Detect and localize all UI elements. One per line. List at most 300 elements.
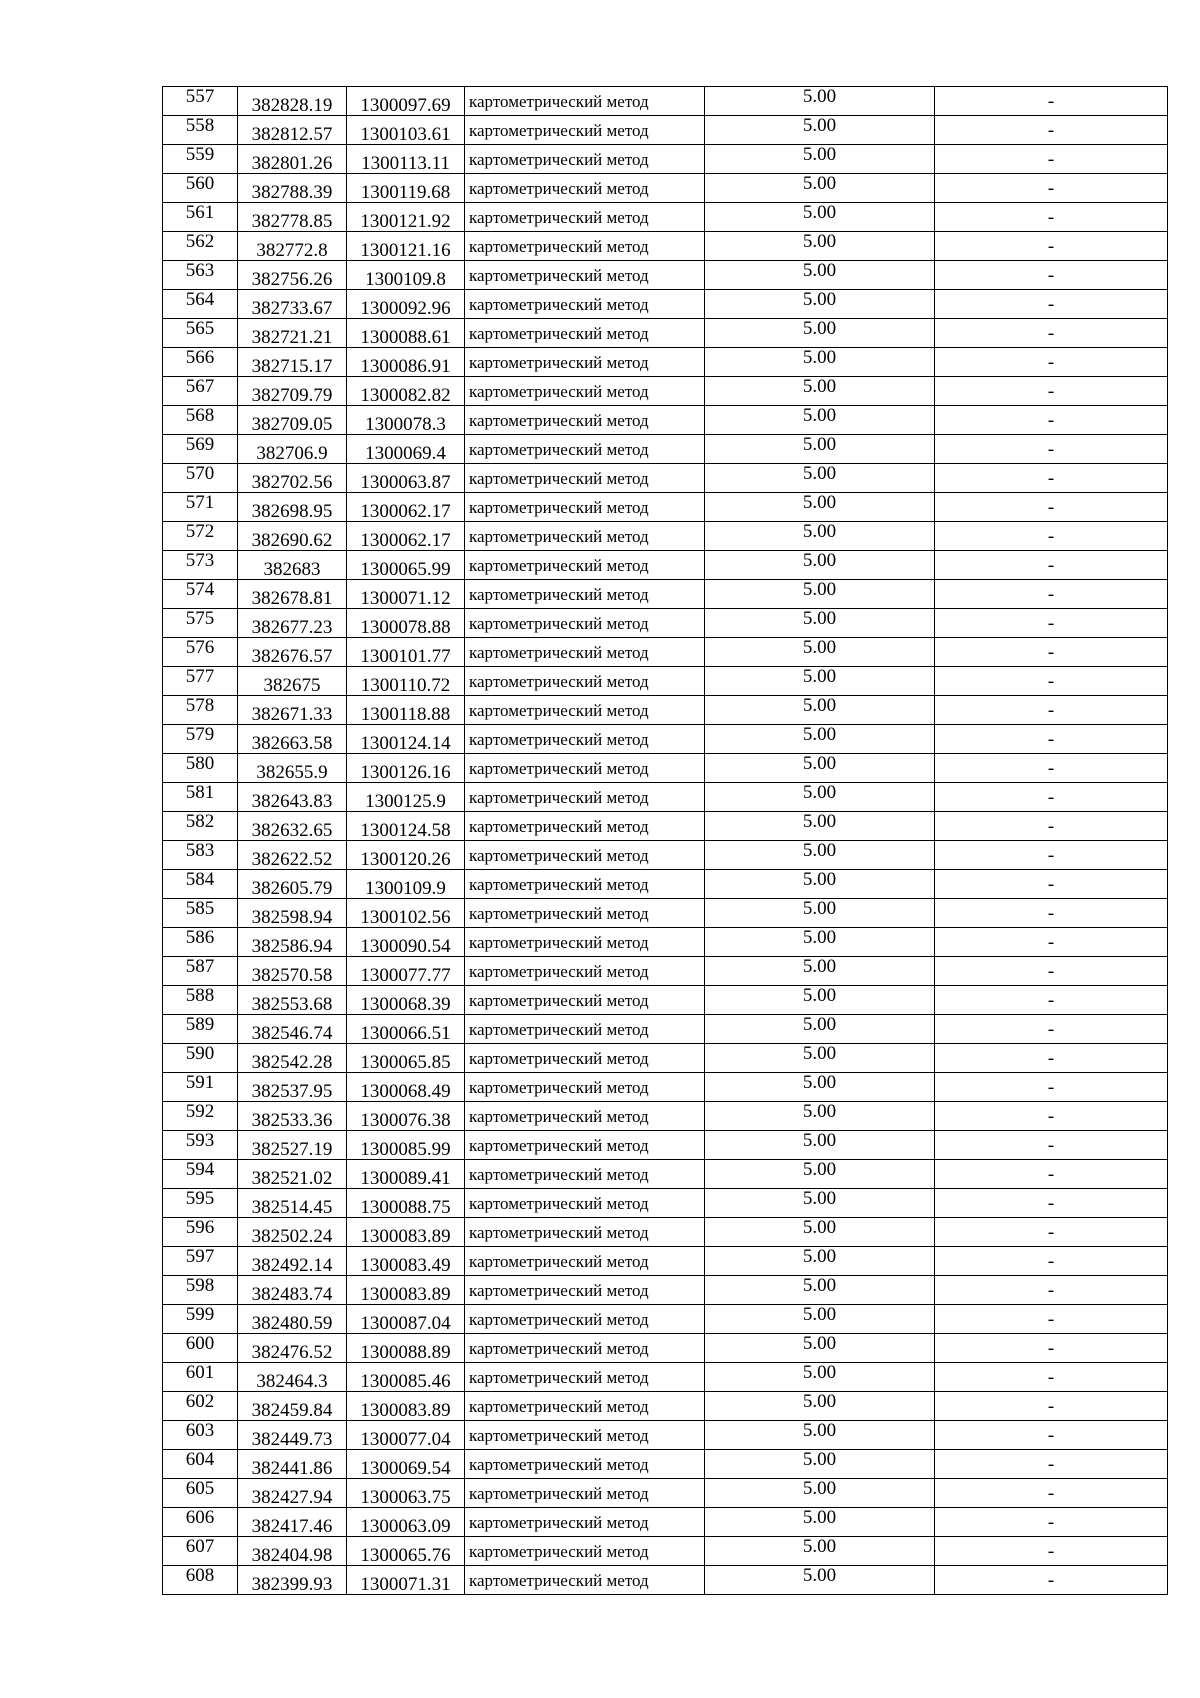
accuracy-cell: 5.00: [705, 493, 935, 522]
x-coordinate-cell: 382546.74: [238, 1015, 347, 1044]
accuracy-cell: 5.00: [705, 1131, 935, 1160]
method-cell: картометрический метод: [465, 1421, 705, 1450]
y-coordinate-cell: 1300082.82: [347, 377, 465, 406]
accuracy-cell: 5.00: [705, 522, 935, 551]
point-number-cell: 599: [163, 1305, 238, 1334]
table-row: [163, 667, 1168, 696]
description-cell: -: [935, 551, 1168, 580]
description-cell: -: [935, 1160, 1168, 1189]
point-number-cell: 575: [163, 609, 238, 638]
description-cell: -: [935, 783, 1168, 812]
description-cell: -: [935, 986, 1168, 1015]
accuracy-cell: 5.00: [705, 667, 935, 696]
table-row: [163, 870, 1168, 899]
accuracy-cell: 5.00: [705, 116, 935, 145]
y-coordinate-cell: 1300101.77: [347, 638, 465, 667]
point-number-cell: 608: [163, 1566, 238, 1595]
point-number-cell: 605: [163, 1479, 238, 1508]
x-coordinate-cell: 382598.94: [238, 899, 347, 928]
method-cell: картометрический метод: [465, 551, 705, 580]
method-cell: картометрический метод: [465, 522, 705, 551]
accuracy-cell: 5.00: [705, 348, 935, 377]
description-cell: -: [935, 261, 1168, 290]
method-cell: картометрический метод: [465, 1363, 705, 1392]
y-coordinate-cell: 1300071.31: [347, 1566, 465, 1595]
table-row: [163, 754, 1168, 783]
accuracy-cell: 5.00: [705, 1073, 935, 1102]
method-cell: картометрический метод: [465, 87, 705, 116]
x-coordinate-cell: 382677.23: [238, 609, 347, 638]
point-number-cell: 562: [163, 232, 238, 261]
table-row: [163, 1131, 1168, 1160]
x-coordinate-cell: 382492.14: [238, 1247, 347, 1276]
y-coordinate-cell: 1300065.99: [347, 551, 465, 580]
y-coordinate-cell: 1300103.61: [347, 116, 465, 145]
table-row: [163, 377, 1168, 406]
x-coordinate-cell: 382417.46: [238, 1508, 347, 1537]
point-number-cell: 585: [163, 899, 238, 928]
y-coordinate-cell: 1300089.41: [347, 1160, 465, 1189]
point-number-cell: 579: [163, 725, 238, 754]
x-coordinate-cell: 382441.86: [238, 1450, 347, 1479]
y-coordinate-cell: 1300109.9: [347, 870, 465, 899]
x-coordinate-cell: 382709.05: [238, 406, 347, 435]
description-cell: -: [935, 1044, 1168, 1073]
point-number-cell: 558: [163, 116, 238, 145]
accuracy-cell: 5.00: [705, 1218, 935, 1247]
accuracy-cell: 5.00: [705, 551, 935, 580]
accuracy-cell: 5.00: [705, 174, 935, 203]
x-coordinate-cell: 382690.62: [238, 522, 347, 551]
table-row: [163, 1189, 1168, 1218]
y-coordinate-cell: 1300126.16: [347, 754, 465, 783]
accuracy-cell: 5.00: [705, 725, 935, 754]
table-row: [163, 1363, 1168, 1392]
point-number-cell: 560: [163, 174, 238, 203]
y-coordinate-cell: 1300124.14: [347, 725, 465, 754]
method-cell: картометрический метод: [465, 406, 705, 435]
description-cell: -: [935, 1363, 1168, 1392]
point-number-cell: 565: [163, 319, 238, 348]
y-coordinate-cell: 1300088.75: [347, 1189, 465, 1218]
point-number-cell: 581: [163, 783, 238, 812]
x-coordinate-cell: 382812.57: [238, 116, 347, 145]
y-coordinate-cell: 1300092.96: [347, 290, 465, 319]
y-coordinate-cell: 1300066.51: [347, 1015, 465, 1044]
point-number-cell: 600: [163, 1334, 238, 1363]
description-cell: -: [935, 1102, 1168, 1131]
y-coordinate-cell: 1300090.54: [347, 928, 465, 957]
point-number-cell: 563: [163, 261, 238, 290]
method-cell: картометрический метод: [465, 1479, 705, 1508]
accuracy-cell: 5.00: [705, 87, 935, 116]
y-coordinate-cell: 1300083.89: [347, 1392, 465, 1421]
table-row: [163, 522, 1168, 551]
point-number-cell: 557: [163, 87, 238, 116]
description-cell: -: [935, 957, 1168, 986]
point-number-cell: 604: [163, 1450, 238, 1479]
description-cell: -: [935, 1392, 1168, 1421]
accuracy-cell: 5.00: [705, 1479, 935, 1508]
x-coordinate-cell: 382715.17: [238, 348, 347, 377]
table-row: [163, 1160, 1168, 1189]
description-cell: -: [935, 1450, 1168, 1479]
method-cell: картометрический метод: [465, 348, 705, 377]
method-cell: картометрический метод: [465, 754, 705, 783]
table-row: [163, 1015, 1168, 1044]
table-row: [163, 1305, 1168, 1334]
method-cell: картометрический метод: [465, 1305, 705, 1334]
table-row: [163, 406, 1168, 435]
description-cell: -: [935, 174, 1168, 203]
x-coordinate-cell: 382404.98: [238, 1537, 347, 1566]
description-cell: -: [935, 87, 1168, 116]
table-row: [163, 319, 1168, 348]
method-cell: картометрический метод: [465, 232, 705, 261]
accuracy-cell: 5.00: [705, 1160, 935, 1189]
y-coordinate-cell: 1300109.8: [347, 261, 465, 290]
table-row: [163, 696, 1168, 725]
y-coordinate-cell: 1300069.4: [347, 435, 465, 464]
x-coordinate-cell: 382502.24: [238, 1218, 347, 1247]
x-coordinate-cell: 382698.95: [238, 493, 347, 522]
method-cell: картометрический метод: [465, 1160, 705, 1189]
table-row: [163, 1508, 1168, 1537]
accuracy-cell: 5.00: [705, 319, 935, 348]
accuracy-cell: 5.00: [705, 812, 935, 841]
description-cell: -: [935, 899, 1168, 928]
table-row: [163, 1537, 1168, 1566]
x-coordinate-cell: 382480.59: [238, 1305, 347, 1334]
description-cell: -: [935, 464, 1168, 493]
table-row: [163, 1102, 1168, 1131]
method-cell: картометрический метод: [465, 725, 705, 754]
y-coordinate-cell: 1300121.16: [347, 232, 465, 261]
point-number-cell: 594: [163, 1160, 238, 1189]
description-cell: -: [935, 493, 1168, 522]
x-coordinate-cell: 382702.56: [238, 464, 347, 493]
method-cell: картометрический метод: [465, 319, 705, 348]
x-coordinate-cell: 382671.33: [238, 696, 347, 725]
x-coordinate-cell: 382586.94: [238, 928, 347, 957]
point-number-cell: 573: [163, 551, 238, 580]
x-coordinate-cell: 382706.9: [238, 435, 347, 464]
point-number-cell: 607: [163, 1537, 238, 1566]
point-number-cell: 593: [163, 1131, 238, 1160]
accuracy-cell: 5.00: [705, 1305, 935, 1334]
description-cell: -: [935, 696, 1168, 725]
description-cell: -: [935, 870, 1168, 899]
x-coordinate-cell: 382533.36: [238, 1102, 347, 1131]
method-cell: картометрический метод: [465, 957, 705, 986]
accuracy-cell: 5.00: [705, 783, 935, 812]
method-cell: картометрический метод: [465, 841, 705, 870]
method-cell: картометрический метод: [465, 986, 705, 1015]
x-coordinate-cell: 382527.19: [238, 1131, 347, 1160]
accuracy-cell: 5.00: [705, 1508, 935, 1537]
method-cell: картометрический метод: [465, 1566, 705, 1595]
description-cell: -: [935, 319, 1168, 348]
point-number-cell: 578: [163, 696, 238, 725]
method-cell: картометрический метод: [465, 261, 705, 290]
x-coordinate-cell: 382622.52: [238, 841, 347, 870]
method-cell: картометрический метод: [465, 1131, 705, 1160]
method-cell: картометрический метод: [465, 928, 705, 957]
table-row: [163, 783, 1168, 812]
description-cell: -: [935, 145, 1168, 174]
description-cell: -: [935, 1247, 1168, 1276]
y-coordinate-cell: 1300078.3: [347, 406, 465, 435]
table-row: [163, 290, 1168, 319]
method-cell: картометрический метод: [465, 464, 705, 493]
point-number-cell: 568: [163, 406, 238, 435]
method-cell: картометрический метод: [465, 1073, 705, 1102]
table-row: [163, 609, 1168, 638]
table-row: [163, 1218, 1168, 1247]
y-coordinate-cell: 1300083.49: [347, 1247, 465, 1276]
y-coordinate-cell: 1300083.89: [347, 1218, 465, 1247]
description-cell: -: [935, 348, 1168, 377]
point-number-cell: 601: [163, 1363, 238, 1392]
table-row: [163, 1450, 1168, 1479]
accuracy-cell: 5.00: [705, 1450, 935, 1479]
y-coordinate-cell: 1300068.49: [347, 1073, 465, 1102]
y-coordinate-cell: 1300076.38: [347, 1102, 465, 1131]
table-row: [163, 725, 1168, 754]
accuracy-cell: 5.00: [705, 1363, 935, 1392]
table-row: [163, 580, 1168, 609]
accuracy-cell: 5.00: [705, 986, 935, 1015]
x-coordinate-cell: 382476.52: [238, 1334, 347, 1363]
point-number-cell: 597: [163, 1247, 238, 1276]
y-coordinate-cell: 1300121.92: [347, 203, 465, 232]
method-cell: картометрический метод: [465, 377, 705, 406]
point-number-cell: 574: [163, 580, 238, 609]
y-coordinate-cell: 1300077.77: [347, 957, 465, 986]
method-cell: картометрический метод: [465, 638, 705, 667]
description-cell: -: [935, 377, 1168, 406]
method-cell: картометрический метод: [465, 812, 705, 841]
method-cell: картометрический метод: [465, 290, 705, 319]
method-cell: картометрический метод: [465, 203, 705, 232]
description-cell: -: [935, 1189, 1168, 1218]
accuracy-cell: 5.00: [705, 1189, 935, 1218]
y-coordinate-cell: 1300062.17: [347, 493, 465, 522]
accuracy-cell: 5.00: [705, 1566, 935, 1595]
accuracy-cell: 5.00: [705, 841, 935, 870]
description-cell: -: [935, 754, 1168, 783]
accuracy-cell: 5.00: [705, 377, 935, 406]
y-coordinate-cell: 1300110.72: [347, 667, 465, 696]
table-row: [163, 116, 1168, 145]
point-number-cell: 566: [163, 348, 238, 377]
method-cell: картометрический метод: [465, 145, 705, 174]
accuracy-cell: 5.00: [705, 870, 935, 899]
description-cell: -: [935, 638, 1168, 667]
table-row: [163, 1247, 1168, 1276]
y-coordinate-cell: 1300068.39: [347, 986, 465, 1015]
point-number-cell: 584: [163, 870, 238, 899]
table-row: [163, 1421, 1168, 1450]
point-number-cell: 572: [163, 522, 238, 551]
accuracy-cell: 5.00: [705, 696, 935, 725]
x-coordinate-cell: 382542.28: [238, 1044, 347, 1073]
point-number-cell: 595: [163, 1189, 238, 1218]
point-number-cell: 592: [163, 1102, 238, 1131]
description-cell: -: [935, 203, 1168, 232]
x-coordinate-cell: 382683: [238, 551, 347, 580]
accuracy-cell: 5.00: [705, 957, 935, 986]
accuracy-cell: 5.00: [705, 1392, 935, 1421]
x-coordinate-cell: 382709.79: [238, 377, 347, 406]
table-row: [163, 899, 1168, 928]
x-coordinate-cell: 382514.45: [238, 1189, 347, 1218]
method-cell: картометрический метод: [465, 1392, 705, 1421]
description-cell: -: [935, 841, 1168, 870]
table-row: [163, 1479, 1168, 1508]
table-row: [163, 493, 1168, 522]
point-number-cell: 598: [163, 1276, 238, 1305]
y-coordinate-cell: 1300125.9: [347, 783, 465, 812]
y-coordinate-cell: 1300087.04: [347, 1305, 465, 1334]
description-cell: -: [935, 812, 1168, 841]
point-number-cell: 567: [163, 377, 238, 406]
x-coordinate-cell: 382663.58: [238, 725, 347, 754]
point-number-cell: 583: [163, 841, 238, 870]
method-cell: картометрический метод: [465, 1334, 705, 1363]
table-row: [163, 87, 1168, 116]
method-cell: картометрический метод: [465, 435, 705, 464]
accuracy-cell: 5.00: [705, 638, 935, 667]
x-coordinate-cell: 382676.57: [238, 638, 347, 667]
description-cell: -: [935, 1218, 1168, 1247]
description-cell: -: [935, 1421, 1168, 1450]
accuracy-cell: 5.00: [705, 145, 935, 174]
table-row: [163, 812, 1168, 841]
table-row: [163, 261, 1168, 290]
y-coordinate-cell: 1300088.89: [347, 1334, 465, 1363]
accuracy-cell: 5.00: [705, 261, 935, 290]
table-row: [163, 203, 1168, 232]
y-coordinate-cell: 1300085.46: [347, 1363, 465, 1392]
method-cell: картометрический метод: [465, 493, 705, 522]
y-coordinate-cell: 1300069.54: [347, 1450, 465, 1479]
y-coordinate-cell: 1300062.17: [347, 522, 465, 551]
x-coordinate-cell: 382483.74: [238, 1276, 347, 1305]
x-coordinate-cell: 382655.9: [238, 754, 347, 783]
x-coordinate-cell: 382788.39: [238, 174, 347, 203]
x-coordinate-cell: 382801.26: [238, 145, 347, 174]
y-coordinate-cell: 1300086.91: [347, 348, 465, 377]
table-row: [163, 638, 1168, 667]
x-coordinate-cell: 382399.93: [238, 1566, 347, 1595]
method-cell: картометрический метод: [465, 580, 705, 609]
accuracy-cell: 5.00: [705, 203, 935, 232]
method-cell: картометрический метод: [465, 1508, 705, 1537]
method-cell: картометрический метод: [465, 783, 705, 812]
point-number-cell: 571: [163, 493, 238, 522]
description-cell: -: [935, 1334, 1168, 1363]
x-coordinate-cell: 382675: [238, 667, 347, 696]
table-row: [163, 551, 1168, 580]
table-row: [163, 464, 1168, 493]
description-cell: -: [935, 725, 1168, 754]
x-coordinate-cell: 382570.58: [238, 957, 347, 986]
y-coordinate-cell: 1300097.69: [347, 87, 465, 116]
method-cell: картометрический метод: [465, 609, 705, 638]
table-row: [163, 841, 1168, 870]
x-coordinate-cell: 382537.95: [238, 1073, 347, 1102]
x-coordinate-cell: 382521.02: [238, 1160, 347, 1189]
x-coordinate-cell: 382828.19: [238, 87, 347, 116]
point-number-cell: 564: [163, 290, 238, 319]
coordinates-table: [162, 86, 1168, 1595]
accuracy-cell: 5.00: [705, 1044, 935, 1073]
method-cell: картометрический метод: [465, 116, 705, 145]
description-cell: -: [935, 116, 1168, 145]
accuracy-cell: 5.00: [705, 1247, 935, 1276]
point-number-cell: 570: [163, 464, 238, 493]
accuracy-cell: 5.00: [705, 899, 935, 928]
x-coordinate-cell: 382643.83: [238, 783, 347, 812]
method-cell: картометрический метод: [465, 1537, 705, 1566]
table-row: [163, 1392, 1168, 1421]
description-cell: -: [935, 406, 1168, 435]
table-row: [163, 145, 1168, 174]
description-cell: -: [935, 1276, 1168, 1305]
y-coordinate-cell: 1300102.56: [347, 899, 465, 928]
y-coordinate-cell: 1300063.09: [347, 1508, 465, 1537]
y-coordinate-cell: 1300088.61: [347, 319, 465, 348]
point-number-cell: 582: [163, 812, 238, 841]
table-row: [163, 1566, 1168, 1595]
method-cell: картометрический метод: [465, 1102, 705, 1131]
point-number-cell: 586: [163, 928, 238, 957]
point-number-cell: 577: [163, 667, 238, 696]
accuracy-cell: 5.00: [705, 1334, 935, 1363]
accuracy-cell: 5.00: [705, 928, 935, 957]
method-cell: картометрический метод: [465, 696, 705, 725]
accuracy-cell: 5.00: [705, 290, 935, 319]
accuracy-cell: 5.00: [705, 464, 935, 493]
y-coordinate-cell: 1300065.76: [347, 1537, 465, 1566]
description-cell: -: [935, 522, 1168, 551]
x-coordinate-cell: 382632.65: [238, 812, 347, 841]
accuracy-cell: 5.00: [705, 1421, 935, 1450]
x-coordinate-cell: 382778.85: [238, 203, 347, 232]
table-row: [163, 348, 1168, 377]
table-row: [163, 435, 1168, 464]
x-coordinate-cell: 382756.26: [238, 261, 347, 290]
point-number-cell: 596: [163, 1218, 238, 1247]
method-cell: картометрический метод: [465, 1218, 705, 1247]
method-cell: картометрический метод: [465, 1247, 705, 1276]
method-cell: картометрический метод: [465, 174, 705, 203]
description-cell: -: [935, 1073, 1168, 1102]
accuracy-cell: 5.00: [705, 232, 935, 261]
description-cell: -: [935, 1305, 1168, 1334]
x-coordinate-cell: 382721.21: [238, 319, 347, 348]
table-row: [163, 1334, 1168, 1363]
point-number-cell: 591: [163, 1073, 238, 1102]
point-number-cell: 587: [163, 957, 238, 986]
accuracy-cell: 5.00: [705, 1537, 935, 1566]
accuracy-cell: 5.00: [705, 435, 935, 464]
description-cell: -: [935, 290, 1168, 319]
point-number-cell: 588: [163, 986, 238, 1015]
x-coordinate-cell: 382553.68: [238, 986, 347, 1015]
accuracy-cell: 5.00: [705, 1102, 935, 1131]
